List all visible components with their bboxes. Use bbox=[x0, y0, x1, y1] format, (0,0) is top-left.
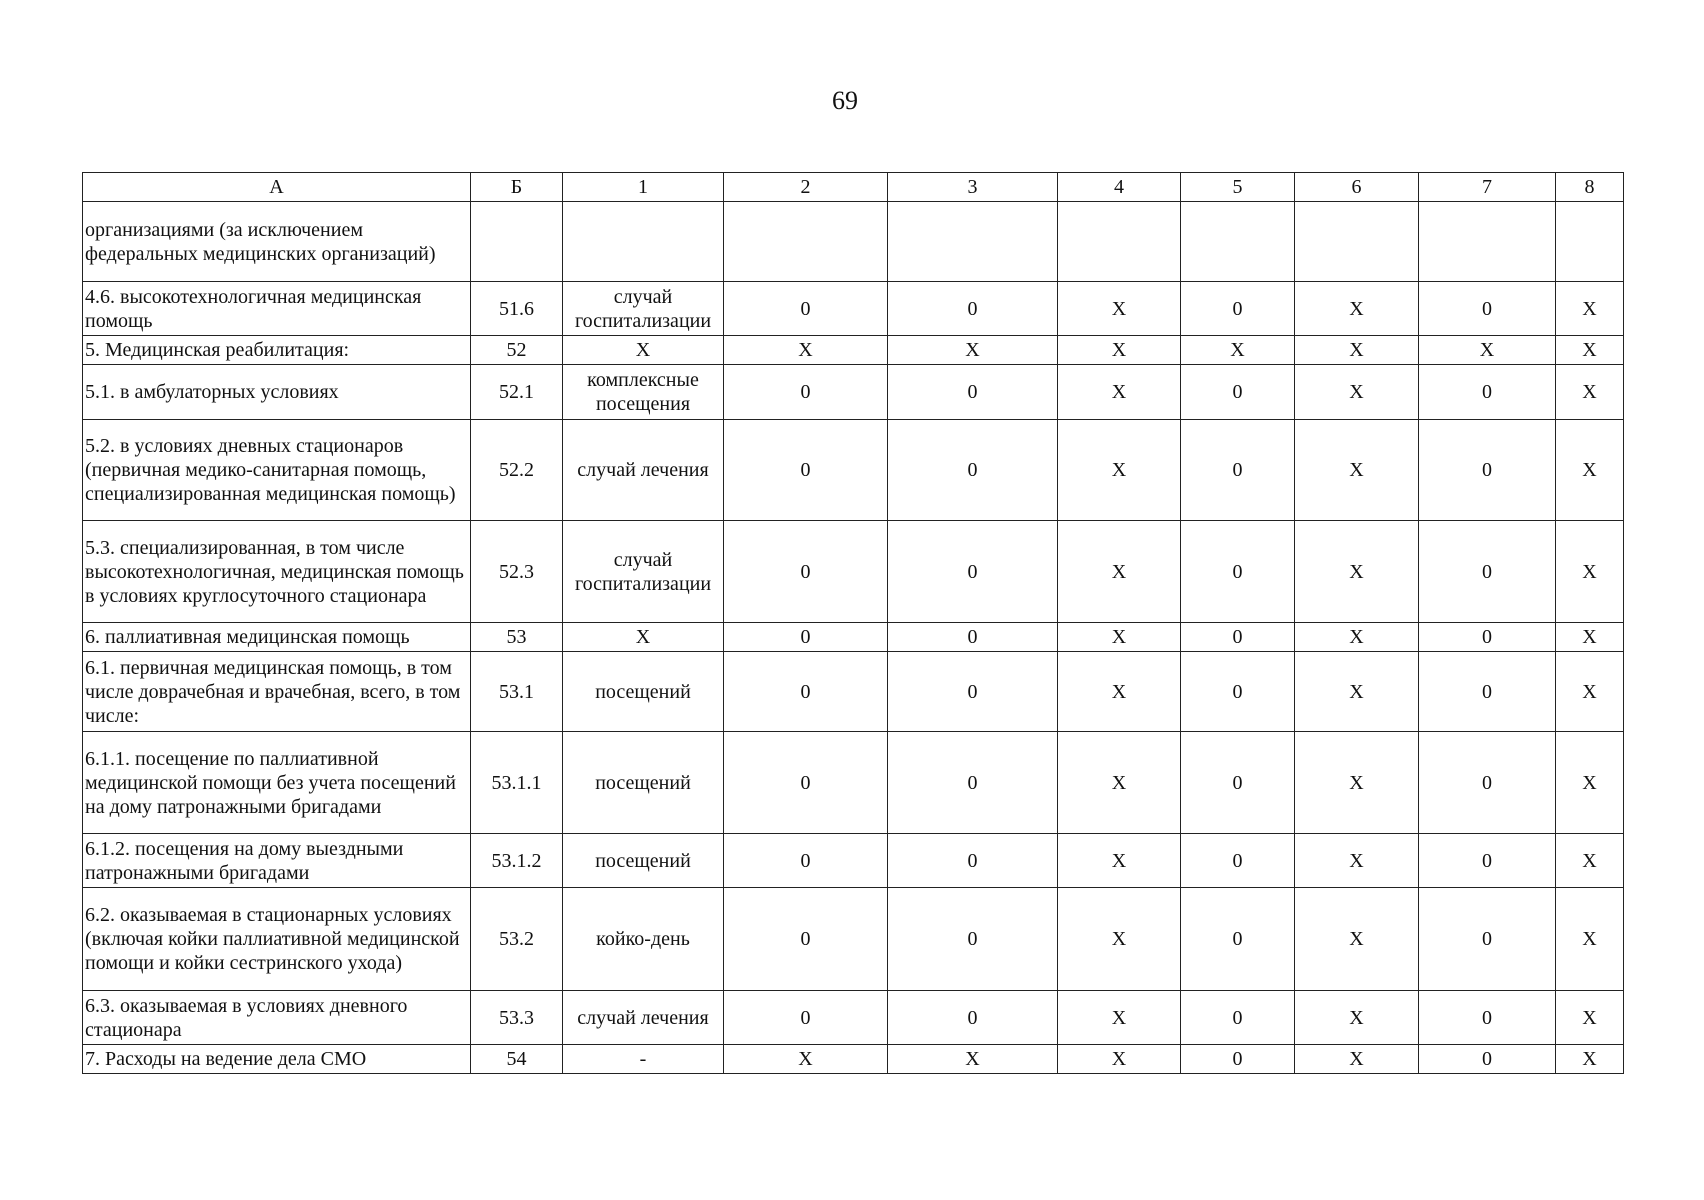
table-cell: 0 bbox=[888, 652, 1058, 732]
row-code: 53.2 bbox=[471, 888, 563, 991]
table-cell: Х bbox=[1058, 732, 1181, 834]
table-cell: 0 bbox=[1181, 420, 1295, 521]
table-cell: Х bbox=[724, 1045, 888, 1074]
header-cell: А bbox=[83, 173, 471, 202]
data-table bbox=[82, 172, 1624, 1074]
table-cell: 0 bbox=[724, 652, 888, 732]
row-code: 54 bbox=[471, 1045, 563, 1074]
table-cell bbox=[1419, 202, 1556, 282]
table-cell: Х bbox=[1058, 282, 1181, 336]
row-description: 6.1.2. посещения на дому выездными патронажными бригадами bbox=[83, 834, 471, 888]
header-cell: 7 bbox=[1419, 173, 1556, 202]
table-row bbox=[83, 521, 1624, 623]
table-cell: 0 bbox=[1419, 282, 1556, 336]
row-unit: случай госпитализации bbox=[563, 521, 724, 623]
row-unit: койко-день bbox=[563, 888, 724, 991]
table-body bbox=[83, 202, 1624, 1074]
row-description: 5.1. в амбулаторных условиях bbox=[83, 365, 471, 420]
table-cell bbox=[888, 202, 1058, 282]
table-cell: 0 bbox=[1181, 888, 1295, 991]
header-cell: 8 bbox=[1556, 173, 1624, 202]
table-cell: Х bbox=[1295, 623, 1419, 652]
row-code: 53 bbox=[471, 623, 563, 652]
table-cell: Х bbox=[1058, 420, 1181, 521]
header-cell: 2 bbox=[724, 173, 888, 202]
row-code: 52 bbox=[471, 336, 563, 365]
table-cell: 0 bbox=[1419, 521, 1556, 623]
table-cell: 0 bbox=[888, 282, 1058, 336]
table-cell: Х bbox=[1295, 1045, 1419, 1074]
table-cell: 0 bbox=[1419, 652, 1556, 732]
row-unit: Х bbox=[563, 623, 724, 652]
table-cell: Х bbox=[1058, 652, 1181, 732]
table-cell bbox=[724, 202, 888, 282]
table-cell bbox=[1181, 202, 1295, 282]
table-cell: 0 bbox=[888, 732, 1058, 834]
row-description: 5. Медицинская реабилитация: bbox=[83, 336, 471, 365]
table-cell: Х bbox=[1295, 888, 1419, 991]
table-header bbox=[83, 173, 1624, 202]
row-unit: посещений bbox=[563, 652, 724, 732]
table-cell: 0 bbox=[1419, 888, 1556, 991]
table-cell: Х bbox=[1058, 888, 1181, 991]
table-row bbox=[83, 834, 1624, 888]
table-cell: Х bbox=[1556, 623, 1624, 652]
header-cell: 6 bbox=[1295, 173, 1419, 202]
table-cell: Х bbox=[1295, 336, 1419, 365]
row-description: 6.3. оказываемая в условиях дневного стационара bbox=[83, 991, 471, 1045]
row-code: 51.6 bbox=[471, 282, 563, 336]
table-cell: Х bbox=[1058, 623, 1181, 652]
row-unit: случай госпитализации bbox=[563, 282, 724, 336]
table-cell: 0 bbox=[724, 991, 888, 1045]
table-cell: 0 bbox=[888, 834, 1058, 888]
header-row bbox=[83, 173, 1624, 202]
table-cell: 0 bbox=[724, 282, 888, 336]
table-cell: Х bbox=[1295, 732, 1419, 834]
table-cell: Х bbox=[1556, 282, 1624, 336]
table-cell: 0 bbox=[1181, 1045, 1295, 1074]
table-cell: 0 bbox=[724, 521, 888, 623]
row-unit: комплексные посещения bbox=[563, 365, 724, 420]
table-cell: 0 bbox=[888, 420, 1058, 521]
table-cell: Х bbox=[1058, 365, 1181, 420]
row-description: 4.6. высокотехнологичная медицинская помощь bbox=[83, 282, 471, 336]
row-code: 52.1 bbox=[471, 365, 563, 420]
row-description: 7. Расходы на ведение дела СМО bbox=[83, 1045, 471, 1074]
table-cell: 0 bbox=[1181, 652, 1295, 732]
table-cell: 0 bbox=[1419, 991, 1556, 1045]
table-row bbox=[83, 652, 1624, 732]
table-cell: Х bbox=[1556, 336, 1624, 365]
table-cell: Х bbox=[1295, 420, 1419, 521]
table-cell: 0 bbox=[1419, 1045, 1556, 1074]
table-cell: Х bbox=[1058, 834, 1181, 888]
table-cell: Х bbox=[1556, 365, 1624, 420]
table-cell: 0 bbox=[1419, 420, 1556, 521]
table-cell: 0 bbox=[1181, 991, 1295, 1045]
header-cell: Б bbox=[471, 173, 563, 202]
table-cell: 0 bbox=[724, 623, 888, 652]
table-row bbox=[83, 732, 1624, 834]
row-description: 6.2. оказываемая в стационарных условиях (включая койки паллиативной медицинской помощи и койки сестринского ухода) bbox=[83, 888, 471, 991]
table-cell: 0 bbox=[1181, 365, 1295, 420]
table-cell: Х bbox=[1556, 652, 1624, 732]
table-cell: 0 bbox=[888, 365, 1058, 420]
table-cell: 0 bbox=[724, 834, 888, 888]
table-cell: Х bbox=[1295, 282, 1419, 336]
row-code: 53.1.1 bbox=[471, 732, 563, 834]
table-cell: Х bbox=[1556, 834, 1624, 888]
header-cell: 3 bbox=[888, 173, 1058, 202]
row-description: организациями (за исключением федеральных медицинских организаций) bbox=[83, 202, 471, 282]
table-cell: 0 bbox=[1419, 834, 1556, 888]
row-code: 53.1.2 bbox=[471, 834, 563, 888]
row-unit bbox=[563, 202, 724, 282]
table-cell: 0 bbox=[1181, 732, 1295, 834]
table-cell: 0 bbox=[888, 521, 1058, 623]
table-cell: Х bbox=[1181, 336, 1295, 365]
table-cell: Х bbox=[1295, 991, 1419, 1045]
table-cell: Х bbox=[888, 336, 1058, 365]
table-cell: Х bbox=[1556, 420, 1624, 521]
row-description: 6. паллиативная медицинская помощь bbox=[83, 623, 471, 652]
table-cell: Х bbox=[1058, 336, 1181, 365]
row-unit: посещений bbox=[563, 834, 724, 888]
table-cell: 0 bbox=[724, 420, 888, 521]
table-cell bbox=[1295, 202, 1419, 282]
row-code: 53.1 bbox=[471, 652, 563, 732]
table-cell: Х bbox=[1556, 888, 1624, 991]
table-cell: 0 bbox=[1419, 623, 1556, 652]
table-row bbox=[83, 336, 1624, 365]
table-cell: Х bbox=[724, 336, 888, 365]
table-cell: Х bbox=[1058, 991, 1181, 1045]
table-row bbox=[83, 202, 1624, 282]
table-cell: Х bbox=[1556, 732, 1624, 834]
table-cell: Х bbox=[1295, 834, 1419, 888]
table-cell: Х bbox=[1556, 991, 1624, 1045]
header-cell: 4 bbox=[1058, 173, 1181, 202]
row-unit: случай лечения bbox=[563, 991, 724, 1045]
table-cell: 0 bbox=[888, 888, 1058, 991]
table-row bbox=[83, 991, 1624, 1045]
table-cell bbox=[1058, 202, 1181, 282]
row-description: 5.2. в условиях дневных стационаров (первичная медико-санитарная помощь, специализированная медицинская помощь) bbox=[83, 420, 471, 521]
row-description: 6.1.1. посещение по паллиативной медицинской помощи без учета посещений на дому патронажными бригадами bbox=[83, 732, 471, 834]
row-description: 5.3. специализированная, в том числе высокотехнологичная, медицинская помощь в условиях круглосуточного стационара bbox=[83, 521, 471, 623]
row-unit: - bbox=[563, 1045, 724, 1074]
table-cell: 0 bbox=[888, 623, 1058, 652]
table-cell: 0 bbox=[724, 888, 888, 991]
row-code: 53.3 bbox=[471, 991, 563, 1045]
table-cell: Х bbox=[1556, 1045, 1624, 1074]
header-cell: 5 bbox=[1181, 173, 1295, 202]
table-cell: 0 bbox=[1181, 834, 1295, 888]
table-cell: 0 bbox=[1419, 365, 1556, 420]
row-code: 52.2 bbox=[471, 420, 563, 521]
row-unit: случай лечения bbox=[563, 420, 724, 521]
row-unit: посещений bbox=[563, 732, 724, 834]
page-number: 69 bbox=[832, 86, 858, 115]
table-cell: Х bbox=[1295, 521, 1419, 623]
table-cell: Х bbox=[1556, 521, 1624, 623]
row-unit: Х bbox=[563, 336, 724, 365]
table-cell: 0 bbox=[1419, 732, 1556, 834]
table-cell bbox=[1556, 202, 1624, 282]
table-row bbox=[83, 888, 1624, 991]
table-row bbox=[83, 420, 1624, 521]
table-cell: Х bbox=[1058, 521, 1181, 623]
table-cell: Х bbox=[1295, 652, 1419, 732]
header-cell: 1 bbox=[563, 173, 724, 202]
table-cell: Х bbox=[1419, 336, 1556, 365]
table-cell: 0 bbox=[1181, 623, 1295, 652]
row-description: 6.1. первичная медицинская помощь, в том числе доврачебная и врачебная, всего, в том числе: bbox=[83, 652, 471, 732]
table-row bbox=[83, 365, 1624, 420]
table-row bbox=[83, 282, 1624, 336]
row-code: 52.3 bbox=[471, 521, 563, 623]
table-cell: Х bbox=[888, 1045, 1058, 1074]
table-cell: 0 bbox=[724, 365, 888, 420]
table-cell: Х bbox=[1295, 365, 1419, 420]
table-row bbox=[83, 623, 1624, 652]
table-cell: 0 bbox=[888, 991, 1058, 1045]
table-cell: 0 bbox=[1181, 521, 1295, 623]
table-row bbox=[83, 1045, 1624, 1074]
table-cell: 0 bbox=[1181, 282, 1295, 336]
row-code bbox=[471, 202, 563, 282]
table-cell: 0 bbox=[724, 732, 888, 834]
table-cell: Х bbox=[1058, 1045, 1181, 1074]
